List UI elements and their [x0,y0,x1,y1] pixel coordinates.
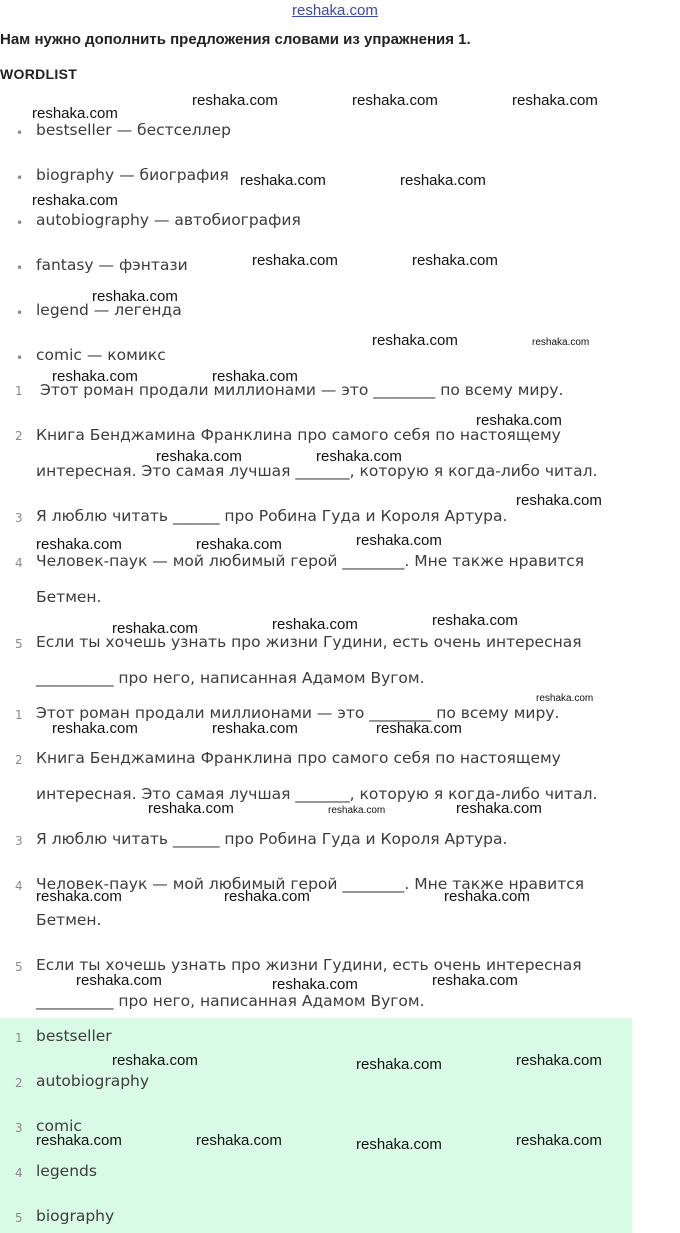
watermark: reshaka.com [532,337,590,348]
sentence-line: интересная. Это самая лучшая _______, которую я когда-либо читал. [36,785,598,803]
answer-item: comic [36,1117,82,1135]
watermark: reshaka.com [400,172,486,189]
bullet-icon: • [16,306,24,320]
sentence-number: 4 [15,556,23,570]
watermark: reshaka.com [516,1132,602,1149]
sentence-line: Человек-паук — мой любимый герой ________. Мне также нравится [36,875,585,893]
bullet-icon: • [16,216,24,230]
sentence-number: 5 [15,637,23,651]
answer-item: legends [36,1162,97,1180]
watermark: reshaka.com [112,620,198,637]
sentence-line: Человек-паук — мой любимый герой ________. Мне также нравится [36,552,585,570]
sentence-line: интересная. Это самая лучшая _______, которую я когда-либо читал. [36,462,598,480]
sentence-line: Я люблю читать ______ про Робина Гуда и Короля Артура. [36,830,508,848]
site-link[interactable]: reshaka.com [292,2,378,19]
sentence-number: 1 [15,708,23,722]
sentence-line: Я люблю читать ______ про Робина Гуда и Короля Артура. [36,507,508,525]
watermark: reshaka.com [148,800,234,817]
watermark: reshaka.com [52,368,138,385]
watermark: reshaka.com [252,252,338,269]
answer-number: 4 [15,1166,23,1180]
wordlist-item: autobiography — автобиография [36,211,301,229]
watermark: reshaka.com [196,1132,282,1149]
wordlist-item: bestseller — бестселлер [36,121,231,139]
sentence-line: Этот роман продали миллионами — это ________ по всему миру. [40,381,564,399]
answer-number: 2 [15,1076,23,1090]
sentence-number: 3 [15,834,23,848]
watermark: reshaka.com [316,448,402,465]
answers-panel [0,1018,632,1233]
sentence-line: Бетмен. [36,588,102,606]
watermark: reshaka.com [376,720,462,737]
bullet-icon: • [16,351,24,365]
answer-item: bestseller [36,1027,112,1045]
sentence-number: 3 [15,511,23,525]
bullet-icon: • [16,171,24,185]
watermark: reshaka.com [196,536,282,553]
watermark: reshaka.com [52,720,138,737]
sentence-line: __________ про него, написанная Адамом Вугом. [36,992,425,1010]
watermark: reshaka.com [328,805,386,816]
watermark: reshaka.com [356,1056,442,1073]
sentence-line: __________ про него, написанная Адамом Вугом. [36,669,425,687]
watermark: reshaka.com [432,972,518,989]
bullet-icon: • [16,261,24,275]
watermark: reshaka.com [272,616,358,633]
bullet-icon: • [16,126,24,140]
watermark: reshaka.com [432,612,518,629]
watermark: reshaka.com [76,972,162,989]
watermark: reshaka.com [36,888,122,905]
sentence-line: Бетмен. [36,911,102,929]
watermark: reshaka.com [536,693,594,704]
wordlist-item: fantasy — фэнтази [36,256,188,274]
answer-item: autobiography [36,1072,150,1090]
sentence-number: 1 [15,384,23,398]
watermark: reshaka.com [372,332,458,349]
watermark: reshaka.com [36,536,122,553]
watermark: reshaka.com [444,888,530,905]
watermark: reshaka.com [456,800,542,817]
watermark: reshaka.com [212,368,298,385]
task-intro: Нам нужно дополнить предложения словами из упражнения 1. [0,31,471,48]
answer-number: 3 [15,1121,23,1135]
sentence-line: Если ты хочешь узнать про жизни Гудини, есть очень интересная [36,956,582,974]
sentence-number: 4 [15,879,23,893]
sentence-line: Книга Бенджамина Франклина про самого себя по настоящему [36,749,561,767]
sentence-line: Если ты хочешь узнать про жизни Гудини, есть очень интересная [36,633,582,651]
watermark: reshaka.com [192,92,278,109]
wordlist-heading: WORDLIST [0,66,78,82]
watermark: reshaka.com [352,92,438,109]
sentence-number: 2 [15,753,23,767]
sentence-number: 2 [15,429,23,443]
sentence-number: 5 [15,960,23,974]
watermark: reshaka.com [92,288,178,305]
watermark: reshaka.com [112,1052,198,1069]
sentence-line: Книга Бенджамина Франклина про самого себя по настоящему [36,426,561,444]
answer-item: biography [36,1207,115,1225]
answer-number: 5 [15,1211,23,1225]
watermark: reshaka.com [512,92,598,109]
watermark: reshaka.com [224,888,310,905]
wordlist-item: legend — легенда [36,301,182,319]
wordlist-item: comic — комикс [36,346,166,364]
watermark: reshaka.com [240,172,326,189]
watermark: reshaka.com [32,192,118,209]
watermark: reshaka.com [412,252,498,269]
watermark: reshaka.com [516,492,602,509]
watermark: reshaka.com [356,532,442,549]
watermark: reshaka.com [36,1132,122,1149]
sentence-line: Этот роман продали миллионами — это ________ по всему миру. [36,704,560,722]
watermark: reshaka.com [212,720,298,737]
watermark: reshaka.com [516,1052,602,1069]
answer-number: 1 [15,1031,23,1045]
watermark: reshaka.com [272,976,358,993]
watermark: reshaka.com [156,448,242,465]
watermark: reshaka.com [356,1136,442,1153]
wordlist-item: biography — биография [36,166,229,184]
watermark: reshaka.com [32,105,118,122]
watermark: reshaka.com [476,412,562,429]
